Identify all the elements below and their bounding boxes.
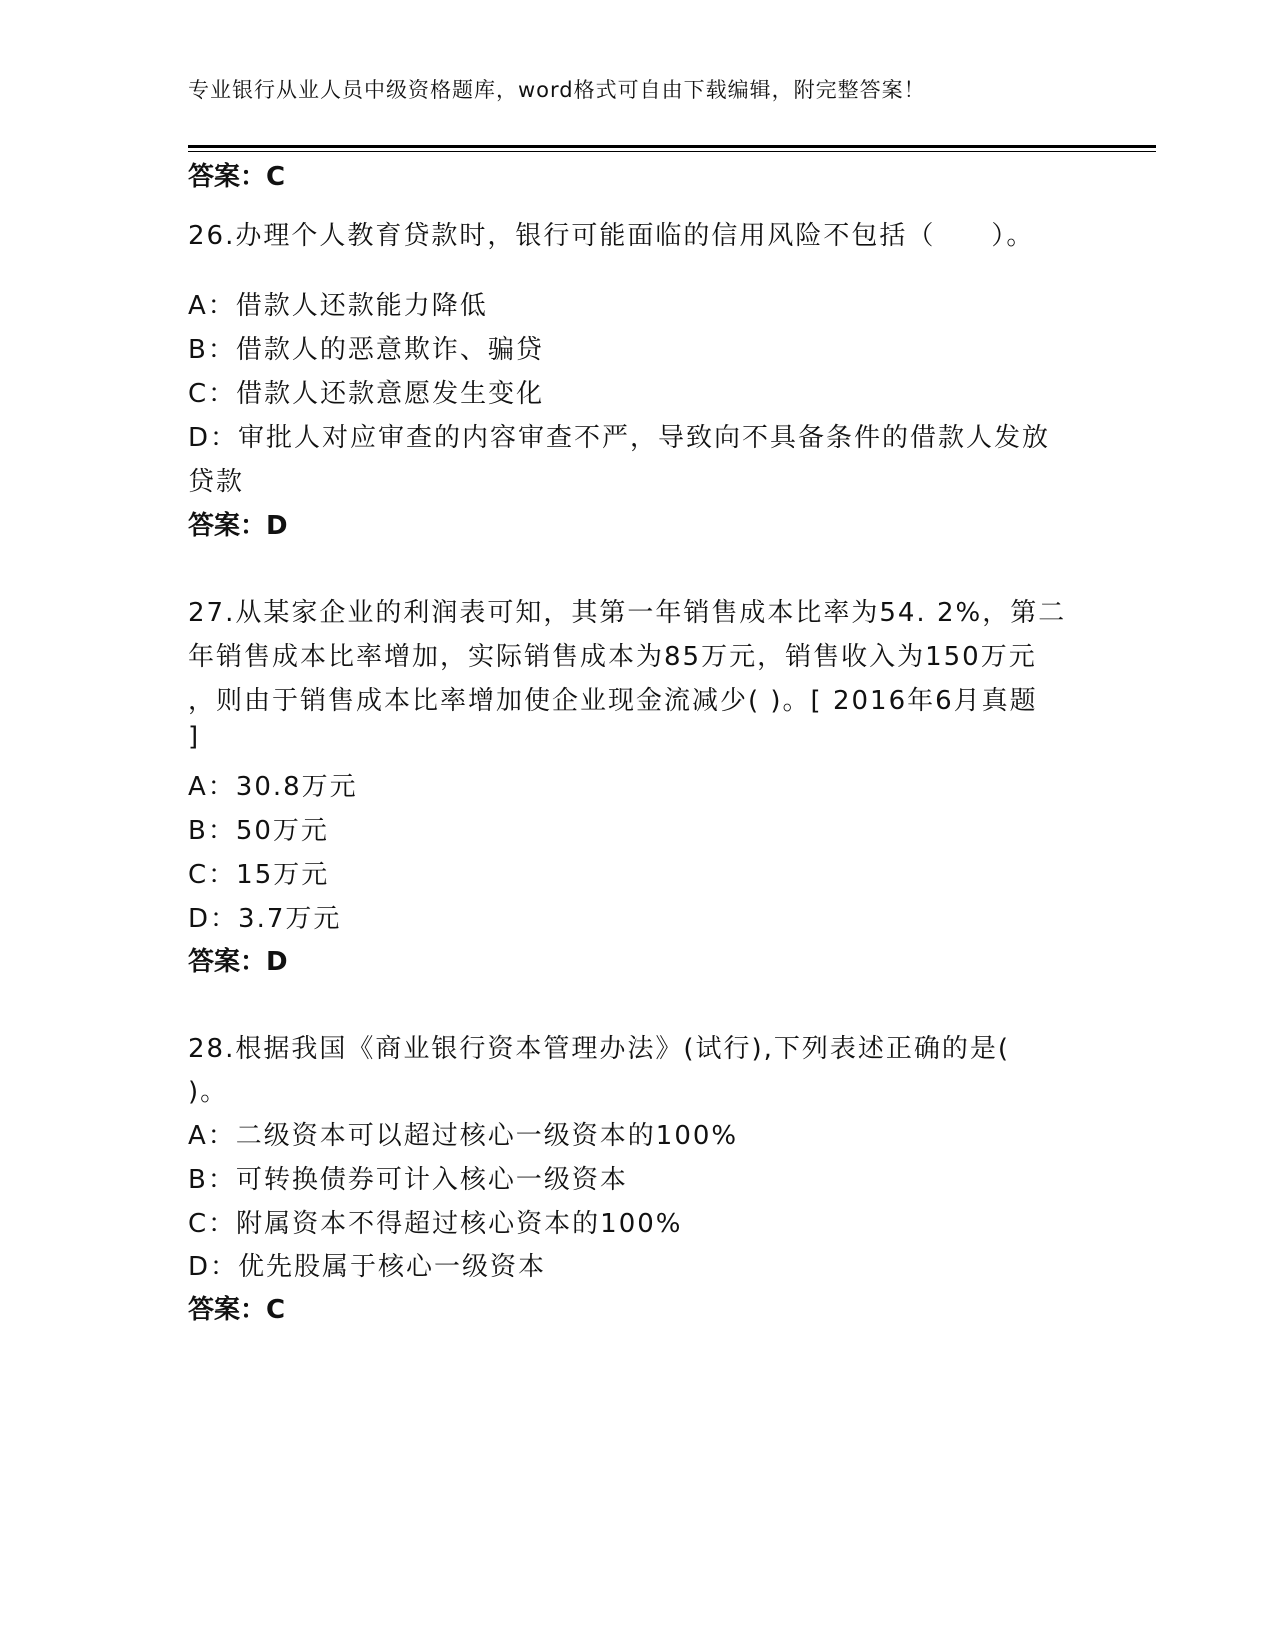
q27-option-d: D：3.7万元 (188, 904, 342, 934)
q26-option-c: C：借款人还款意愿发生变化 (188, 379, 545, 409)
q26-answer: 答案：D (188, 511, 288, 541)
q27-stem-line1: 27.从某家企业的利润表可知，其第一年销售成本比率为54. 2%，第二 (188, 598, 1067, 628)
q26-option-a: A：借款人还款能力降低 (188, 291, 488, 321)
q26-option-d-cont: 贷款 (188, 467, 245, 497)
q27-answer: 答案：D (188, 947, 288, 977)
q27-option-c: C：15万元 (188, 860, 330, 890)
q28-option-b: B：可转换债券可计入核心一级资本 (188, 1165, 628, 1195)
q27-stem-line2: 年销售成本比率增加，实际销售成本为85万元，销售收入为150万元 (188, 642, 1037, 672)
q27-stem-line3: ，则由于销售成本比率增加使企业现金流减少( )。[ 2016年6月真题 (188, 686, 1038, 716)
header-note: 专业银行从业人员中级资格题库，word格式可自由下载编辑，附完整答案！ (188, 78, 926, 102)
q27-stem-line4: ] (188, 722, 201, 752)
q28-option-a: A：二级资本可以超过核心一级资本的100% (188, 1121, 739, 1151)
q26-option-d: D：审批人对应审查的内容审查不严，导致向不具备条件的借款人发放 (188, 423, 1051, 453)
q26-option-b: B：借款人的恶意欺诈、骗贷 (188, 335, 544, 365)
header-rule-thin (188, 151, 1156, 152)
q26-stem: 26.办理个人教育贷款时，银行可能面临的信用风险不包括（ ）。 (188, 221, 1035, 251)
q27-option-a: A：30.8万元 (188, 772, 358, 802)
q27-option-b: B：50万元 (188, 816, 329, 846)
q28-stem-line2: )。 (188, 1077, 229, 1107)
header-rule-thick (188, 145, 1156, 148)
q28-stem-line1: 28.根据我国《商业银行资本管理办法》(试行),下列表述正确的是( (188, 1034, 1011, 1064)
q28-option-d: D：优先股属于核心一级资本 (188, 1252, 547, 1282)
q28-option-c: C：附属资本不得超过核心资本的100% (188, 1209, 683, 1239)
previous-answer: 答案：C (188, 162, 286, 192)
q28-answer: 答案：C (188, 1295, 286, 1325)
